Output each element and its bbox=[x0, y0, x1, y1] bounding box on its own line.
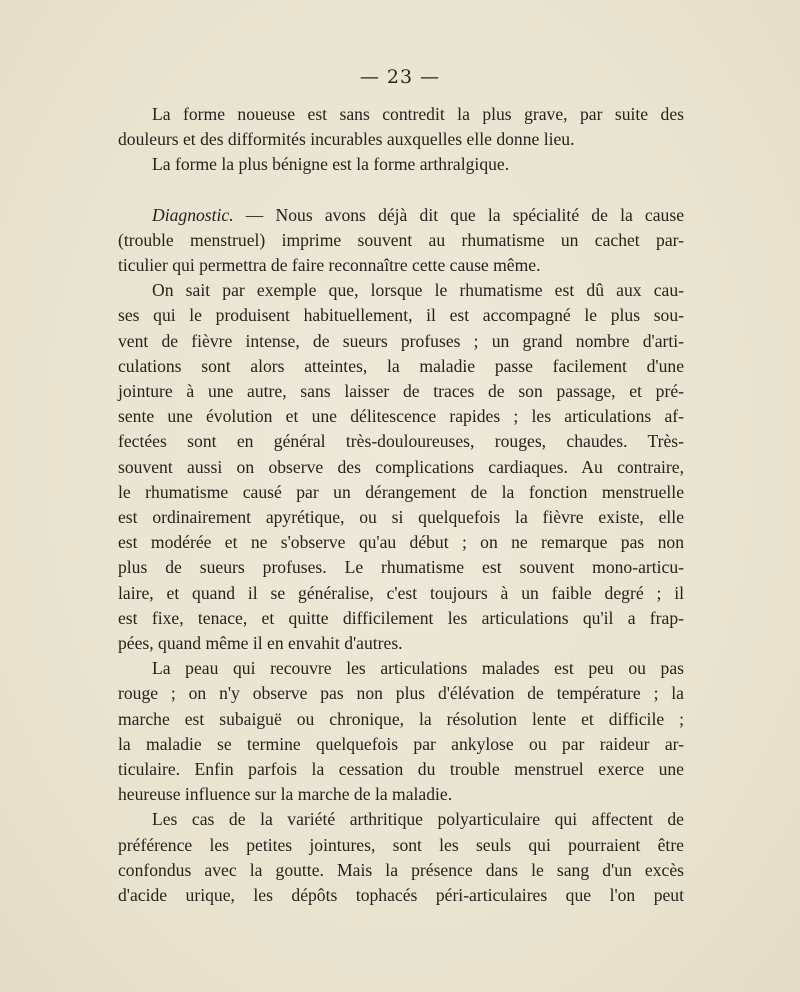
text-line: confondus avec la goutte. Mais la présence dans le sang d'un excès bbox=[118, 859, 684, 880]
text-line: est modérée et ne s'observe qu'au début ; on ne remarque pas non bbox=[118, 532, 684, 553]
page-number: — 23 — bbox=[359, 66, 441, 88]
paragraph-1 bbox=[118, 102, 684, 152]
text-line: la maladie se termine quelquefois par ankylose ou par raideur ar- bbox=[118, 733, 684, 754]
text-line: le rhumatisme causé par un dérangement de la fonction menstruelle bbox=[118, 481, 684, 502]
heading-text: — Nous avons déjà dit que la spécialité de la cause bbox=[233, 204, 684, 225]
text-line: La forme la plus bénigne est la forme arthralgique. bbox=[152, 154, 510, 175]
section-heading: Diagnostic. bbox=[152, 204, 234, 225]
text-line: plus de sueurs profuses. Le rhumatisme est souvent mono-articu- bbox=[118, 557, 684, 578]
text-line: d'acide urique, les dépôts tophacés péri-articulaires que l'on peut bbox=[118, 885, 684, 906]
text-line: fectées sont en général très-douloureuses, rouges, chaudes. Très- bbox=[118, 431, 684, 452]
text-line: souvent aussi on observe des complications cardiaques. Au contraire, bbox=[118, 456, 684, 477]
text-line: On sait par exemple que, lorsque le rhumatisme est dû aux cau- bbox=[152, 280, 684, 301]
text-line: marche est subaiguë ou chronique, la résolution lente et difficile ; bbox=[118, 708, 684, 729]
body-text bbox=[118, 102, 684, 908]
text-line: douleurs et des difformités incurables auxquelles elle donne lieu. bbox=[118, 129, 575, 150]
text-line: ses qui le produisent habituellement, il est accompagné le plus sou- bbox=[118, 305, 684, 326]
text-line: (trouble menstruel) imprime souvent au rhumatisme un cachet par- bbox=[118, 229, 684, 250]
paragraph-diagnostic bbox=[118, 203, 684, 279]
text-line: La forme noueuse est sans contredit la plus grave, par suite des bbox=[152, 104, 684, 124]
text-line: La peau qui recouvre les articulations malades est peu ou pas bbox=[152, 658, 684, 679]
text-line: ticulier qui permettra de faire reconnaître cette cause même. bbox=[118, 255, 541, 276]
text-line: ticulaire. Enfin parfois la cessation du trouble menstruel exerce une bbox=[118, 759, 684, 780]
paragraph-2 bbox=[118, 152, 684, 177]
text-line: vent de fièvre intense, de sueurs profuses ; un grand nombre d'arti- bbox=[118, 330, 684, 351]
text-line: Les cas de la variété arthritique polyarticulaire qui affectent de bbox=[152, 809, 684, 830]
text-line: culations sont alors atteintes, la maladie passe facilement d'une bbox=[118, 355, 684, 376]
text-line: laire, et quand il se généralise, c'est toujours à un faible degré ; il bbox=[118, 582, 684, 603]
text-line bbox=[118, 203, 684, 228]
text-line: jointure à une autre, sans laisser de traces de son passage, et pré- bbox=[118, 381, 684, 402]
text-line: heureuse influence sur la marche de la maladie. bbox=[118, 784, 453, 805]
text-line: préférence les petites jointures, sont les seuls qui pourraient être bbox=[118, 834, 684, 855]
text-line: rouge ; on n'y observe pas non plus d'élévation de température ; la bbox=[118, 683, 684, 704]
text-line: est ordinairement apyrétique, ou si quelquefois la fièvre existe, elle bbox=[118, 507, 684, 528]
text-line: sente une évolution et une délitescence rapides ; les articulations af- bbox=[118, 406, 684, 427]
text-line: pées, quand même il en envahit d'autres. bbox=[118, 633, 403, 654]
paragraph-6 bbox=[118, 807, 684, 908]
paragraph-4 bbox=[118, 278, 684, 656]
text-line: est fixe, tenace, et quitte difficilement les articulations qu'il a frap- bbox=[118, 607, 684, 628]
paragraph-5 bbox=[118, 656, 684, 807]
